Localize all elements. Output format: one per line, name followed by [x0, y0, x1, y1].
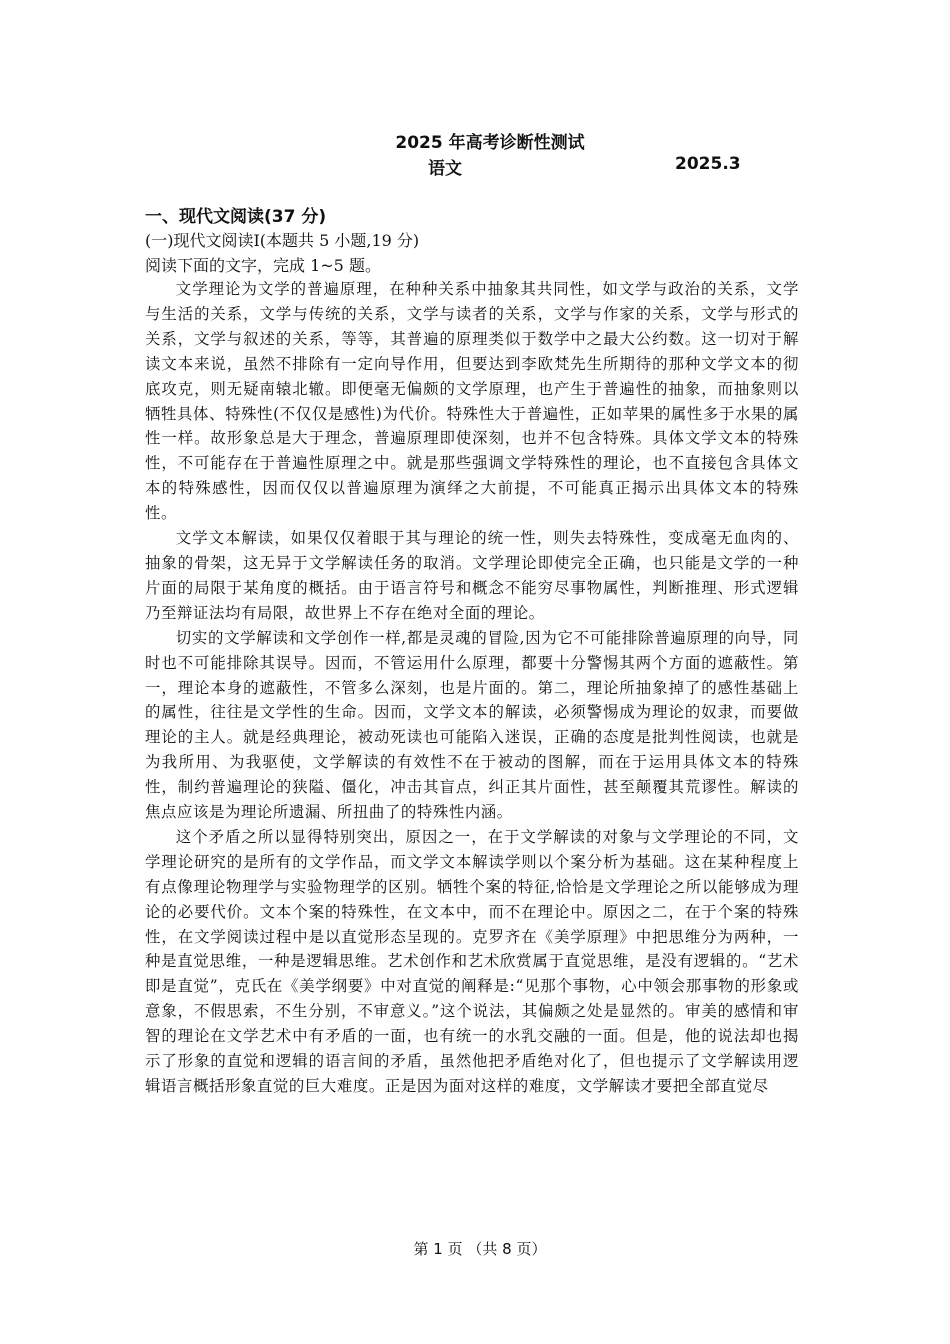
exam-title: 2025 年高考诊断性测试 [395, 133, 585, 153]
reading-instruction: 阅读下面的文字，完成 1~5 题。 [145, 256, 381, 275]
passage-paragraph-4: 这个矛盾之所以显得特别突出，原因之一，在于文学解读的对象与文学理论的不同，文学理论研究的是所有的文学作品，而文学文本解读学则以个案分析为基础。这在某种程度上有点像理论物理学与实验物理学的区别。牺牲个案的特征,恰恰是文学理论之所以能够成为理论的必要代价。文本个案的特殊性，在文本中，而不在理论中。原因之二，在于个案的特殊性，在文学阅读过程中是以直觉形态呈现的。克罗齐在《美学原理》中把思维分为两种，一种是直觉思维，一种是逻辑思维。艺术创作和艺术欣赏属于直觉思维，是没有逻辑的。“艺术即是直觉”，克氏在《美学纲要》中对直觉的阐释是:“见那个事物，心中领会那事物的形象或意象，不假思索，不生分别，不审意义。”这个说法，其偏颇之处是显然的。审美的感情和审智的理论在文学艺术中有矛盾的一面，也有统一的水乳交融的一面。但是，他的说法却也揭示了形象的直觉和逻辑的语言间的矛盾，虽然他把矛盾绝对化了，但也提示了文学解读用逻辑语言概括形象直觉的巨大难度。正是因为面对这样的难度，文学解读才要把全部直觉尽 [145, 827, 799, 1095]
reading-passage [145, 277, 799, 1099]
passage-paragraph-2: 文学文本解读，如果仅仅着眼于其与理论的统一性，则失去特殊性，变成毫无血肉的、抽象的骨架，这无异于文学解读任务的取消。文学理论即使完全正确，也只能是文学的一种片面的局限于某角度的概括。由于语言符号和概念不能穷尽事物属性，判断推理、形式逻辑乃至辩证法均有局限，故世界上不存在绝对全面的理论。 [145, 529, 799, 622]
section-subheading: (一)现代文阅读Ⅰ(本题共 5 小题,19 分) [145, 231, 420, 250]
section-heading: 一、现代文阅读(37 分) [145, 207, 327, 227]
page-number: 第 1 页 （共 8 页） [413, 1240, 547, 1258]
passage-paragraph-1: 文学理论为文学的普遍原理，在种种关系中抽象其共同性，如文学与政治的关系，文学与生活的关系，文学与传统的关系，文学与读者的关系，文学与作家的关系，文学与形式的关系，文学与叙述的关系，等等，其普遍的原理类似于数学中之最大公约数。这一切对于解读文本来说，虽然不排除有一定向导作用，但要达到李欧梵先生所期待的那种文学文本的彻底攻克，则无疑南辕北辙。即便毫无偏颇的文学原理，也产生于普遍性的抽象，而抽象则以牺牲具体、特殊性(不仅仅是感性)为代价。特殊性大于普遍性，正如苹果的属性多于水果的属性一样。故形象总是大于理念，普遍原理即使深刻，也并不包含特殊。具体文学文本的特殊性，不可能存在于普遍性原理之中。就是那些强调文学特殊性的理论，也不直接包含具体文本的特殊感性，因而仅仅以普遍原理为演绎之大前提，不可能真正揭示出具体文本的特殊性。 [145, 280, 799, 523]
passage-paragraph-3: 切实的文学解读和文学创作一样,都是灵魂的冒险,因为它不可能排除普遍原理的向导，同时也不可能排除其误导。因而，不管运用什么原理，都要十分警惕其两个方面的遮蔽性。第一，理论本身的遮蔽性，不管多么深刻，也是片面的。第二，理论所抽象掉了的感性基础上的属性，往往是文学性的生命。因而，文学文本的解读，必须警惕成为理论的奴隶，而要做理论的主人。就是经典理论，被动死读也可能陷入迷误，正确的态度是批判性阅读，也就是为我所用、为我驱使，文学解读的有效性不在于被动的图解，而在于运用具体文本的特殊性，制约普遍理论的狭隘、僵化，冲击其盲点，纠正其片面性，甚至颠覆其荒谬性。解读的焦点应该是为理论所遗漏、所扭曲了的特殊性内涵。 [145, 628, 799, 822]
exam-date: 2025.3 [675, 154, 741, 174]
subject-label: 语文 [428, 159, 462, 179]
